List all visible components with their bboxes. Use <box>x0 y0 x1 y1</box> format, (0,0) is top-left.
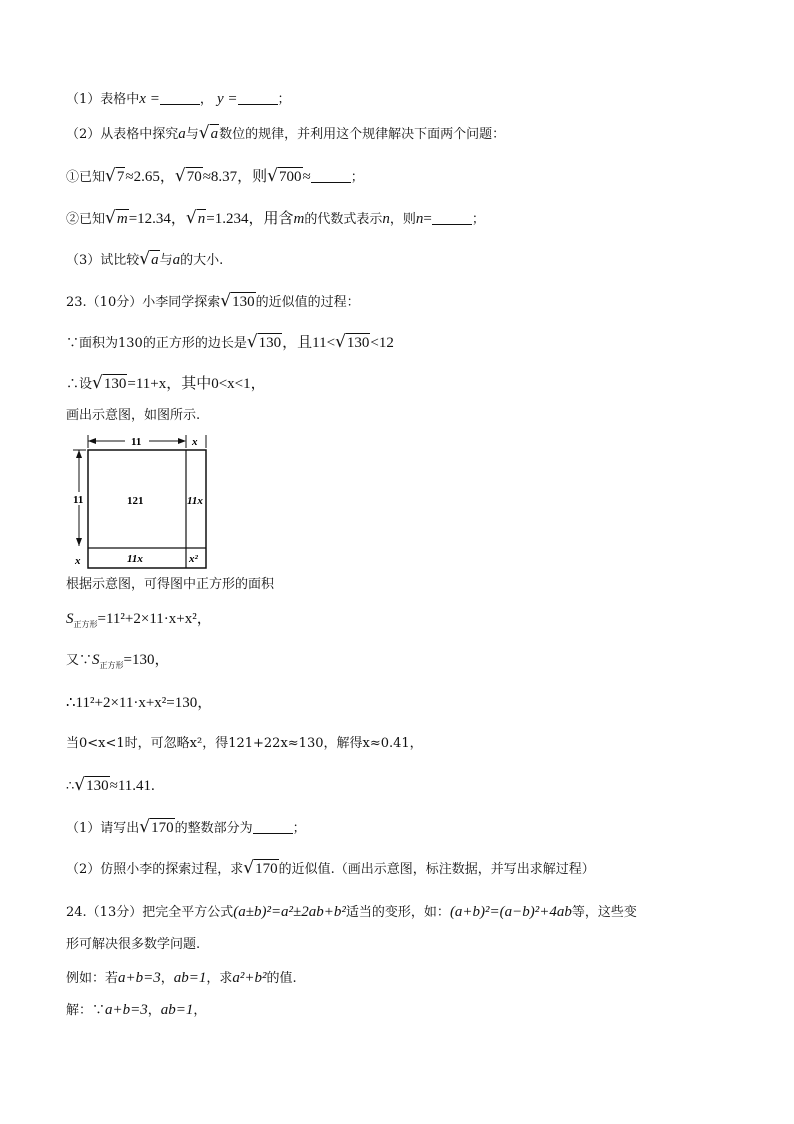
sqrt-170-b: √ 170 <box>243 858 278 878</box>
q23-line2: ∴设 √ 130 =11+x，其中0<x<1， <box>66 373 266 393</box>
square-diagram-svg <box>70 432 215 572</box>
q23-line9: ∴ √ 130 ≈11.41. <box>66 775 155 795</box>
q24-heading: 24.（13分）把完全平方公式(a±b)²=a²±2ab+b²适当的变形，如：(a+b)²=(a−b)²+4ab等，这些变 <box>66 904 637 920</box>
sqrt-130-d: √ 130 <box>92 373 127 393</box>
q23-heading: 23.（10分）小李同学探索 √ 130 的近似值的过程： <box>66 291 360 311</box>
q22-part1: （1）表格中x = ， y = ； <box>66 91 291 107</box>
q23-line6: 又$\because S_{正方形}=130$， <box>66 652 170 670</box>
q22-part2: （2）从表格中探究a与 √ a 数位的规律，并利用这个规律解决下面两个问题： <box>66 123 506 143</box>
q23-line1: ∵面积为130的正方形的边长是 √ 130 ，且11< √ 130 <12 <box>66 332 394 352</box>
q22-item2: ②已知 √ m =12.34， √ n =1.234，用含m的代数式表示n，则n= ； <box>66 208 485 228</box>
sqrt-m: √ m <box>105 208 128 228</box>
sqrt-700: √ 700 <box>267 166 302 186</box>
q23-line7: ∴11²+2×11·x+x²=130， <box>66 695 213 711</box>
q23-line3: 画出示意图，如图所示. <box>66 408 201 423</box>
q24-solution: 解：∵a+b=3，ab=1， <box>66 1002 207 1018</box>
sqrt-170: √ 170 <box>139 817 174 837</box>
label-center-121: 121 <box>127 495 144 507</box>
q24-example: 例如：若a+b=3，ab=1，求a²+b²的值. <box>66 970 297 986</box>
sqrt-a-2: √ a <box>139 249 159 269</box>
sqrt-70: √ 70 <box>174 166 202 186</box>
answer-blank-sqrt700[interactable] <box>311 169 351 183</box>
q23-line4: 根据示意图，可得图中正方形的面积 <box>66 577 275 592</box>
label-corner-x2: x² <box>189 553 198 565</box>
label-left-x: x <box>75 555 81 567</box>
q23-line5: $S_{正方形}=11^2+2\times 11\cdot x+x^2$， <box>66 611 212 629</box>
label-top-x: x <box>192 436 198 448</box>
answer-blank-170[interactable] <box>253 820 293 834</box>
sqrt-7: √ 7 <box>105 166 125 186</box>
square-diagram <box>70 432 215 572</box>
sqrt-130-e: √ 130 <box>74 775 109 795</box>
sqrt-n: √ n <box>185 208 206 228</box>
label-bottom-11x: 11x <box>127 553 143 565</box>
answer-blank-n[interactable] <box>432 211 472 225</box>
q22-item1: ①已知 √ 7 ≈2.65， √ 70 ≈8.37，则 √ 700 ≈ ； <box>66 166 364 186</box>
sqrt-130: √ 130 <box>220 291 255 311</box>
q23-line8: 当0<x<1时，可忽略x²，得121+22x≈130，解得x≈0.41， <box>66 736 423 751</box>
label-right-11x: 11x <box>187 495 203 507</box>
q23-sub2: （2）仿照小李的探索过程，求 √ 170 的近似值.（画出示意图，标注数据，并写出求解过程） <box>66 858 595 878</box>
label-top-11: 11 <box>131 436 142 448</box>
q23-sub1: （1）请写出 √ 170 的整数部分为 ； <box>66 817 306 837</box>
label-left-11: 11 <box>73 494 84 506</box>
sqrt-130-c: √ 130 <box>335 332 370 352</box>
answer-blank-x[interactable] <box>160 91 200 105</box>
q22-part3: （3）试比较 √ a 与a的大小. <box>66 249 224 269</box>
q24-heading-cont: 形可解决很多数学问题. <box>66 937 201 952</box>
answer-blank-y[interactable] <box>238 91 278 105</box>
sqrt-130-b: √ 130 <box>246 332 282 352</box>
sqrt-a: √ a <box>198 123 219 143</box>
